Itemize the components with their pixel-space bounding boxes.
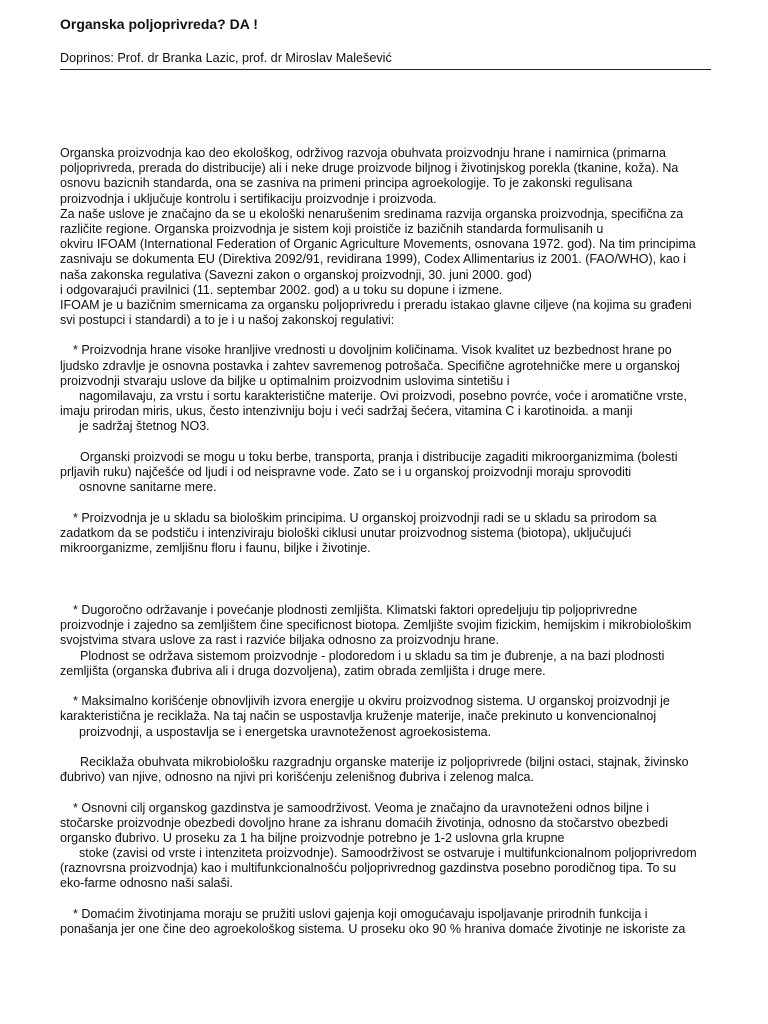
bullet-line: * Proizvodnja je u skladu sa biološkim principima. U organskoj proizvodnji radi se u skladu sa prirodom sa: [73, 510, 657, 525]
body-line: osnovne sanitarne mere.: [79, 480, 217, 495]
body-line: različite regione. Organska proizvodnja je sistem koji proističe iz bazičnih standarda formulisanih u: [60, 221, 604, 236]
body-line: ponašanja jer one čine deo agroekološkog sistema. U proseku oko 90 % hraniva domaće životinje ne iskoriste za: [60, 922, 686, 936]
body-line: proizvodnje i zajedno sa zemljištem čine specificnost biotopa. Zemljište svojim fizickim, hemijskim i mikrobiološkim: [60, 618, 692, 633]
body-line: poljoprivreda, prerada do distribucije) ali i neke druge proizvode biljnog i životinjskog porekla (tkanine, koža). Na: [60, 161, 679, 176]
body-line: karakteristična je reciklaža. Na taj način se uspostavlja kruženje materije, inače prekinuto u konvencionalnoj: [60, 709, 657, 724]
header-divider: [60, 69, 711, 70]
body-line: IFOAM je u bazičnim smernicama za organsku poljoprivredu i preradu istakao glavne ciljeve (na kojima su građeni: [60, 297, 692, 312]
contributors-line: Doprinos: Prof. dr Branka Lazic, prof. dr Miroslav Malešević: [60, 51, 392, 65]
body-line: proizvodnji, a uspostavlja se i energetska uravnoteženost agroekosistema.: [79, 724, 492, 739]
body-line: naša zakonska regulativa (Savezni zakon o organskoj proizvodnji, 30. juni 2000. god): [60, 267, 532, 282]
bullet-line: * Maksimalno korišćenje obnovljivih izvora energije u okviru proizvodnog sistema. U organskoj proizvodnji je: [73, 694, 670, 709]
body-line: proizvodnji stvaraju uslove da biljke u optimalnim proizvodnim uslovima sintetišu i: [60, 373, 510, 388]
body-line: imaju prirodan miris, ukus, često intenzivniju boju i veći sadržaj šećera, vitamina C i karotinoida. a manji: [60, 404, 633, 419]
body-line: Reciklaža obuhvata mikrobiološku razgradnju organske materije iz poljoprivrede (biljni ostaci, stajnak, živinsko: [80, 754, 689, 769]
body-line: zasnivaju se dokumenta EU (Direktiva 2092/91, revidirana 1999), Codex Allimentarius iz 2001. (FAO/WHO), kao i: [60, 252, 686, 267]
body-line: (raznovrsna proizvodnja) kao i multifunkcionalnošću poljoprivrednog gazdinstva posebno porodičnog tipa. To su: [60, 861, 677, 876]
document-title: Organska poljoprivreda? DA !: [60, 16, 258, 32]
body-line: Organski proizvodi se mogu u toku berbe, transporta, pranja i distribucije zagaditi mikroorganizmima (bolesti: [80, 449, 678, 464]
bullet-line: * Domaćim životinjama moraju se pružiti uslovi gajenja koji omogućavaju ispoljavanje prirodnih funkcija i: [73, 906, 648, 921]
body-line: đubrivo) van njive, odnosno na njivi pri korišćenju zelenišnog đubriva i zelenog malca.: [60, 770, 534, 785]
body-line: mikroorganizme, zemljišnu floru i faunu, biljke i životinje.: [60, 540, 371, 555]
body-line: nagomilavaju, za vrstu i sortu karakteristične materije. Ovi proizvodi, posebno povrće, voće i aromatične vrste,: [79, 389, 687, 403]
body-line: i odgovarajući pravilnici (11. septembar 2002. god) a u toku su dopune i izmene.: [60, 282, 503, 297]
body-line: eko-farme odnosno naši salaši.: [60, 876, 234, 891]
body-line: okviru IFOAM (International Federation of Organic Agriculture Movements, osnovana 1972. god). Na tim principima: [60, 237, 696, 252]
bullet-line: * Osnovni cilj organskog gazdinstva je samoodrživost. Veoma je značajno da uravnoteženi odnos biljne i: [73, 800, 650, 815]
body-line: organsko đubrivo. U proseku za 1 ha biljne proizvodnje potrebno je 1-2 uslovna grla krupne: [60, 830, 565, 845]
body-line: svojstvima stvara uslove za rast i razviće biljaka odnosno za proizvodnju hrane.: [60, 633, 500, 648]
body-line: je sadržaj štetnog NO3.: [79, 419, 210, 434]
body-line: ljudsko zdravlje je osnovna postavka i zahtev savremenog potrošača. Specifične agrotehničke mere u organskoj: [60, 358, 680, 373]
body-line: Plodnost se održava sistemom proizvodnje - plodoredom i u skladu sa tim je đubrenje, a na bazi plodnosti: [80, 648, 665, 663]
body-line: stoke (zavisi od vrste i intenziteta proizvodnje). Samoodrživost se ostvaruje i multifunkcionalnom poljoprivredom: [79, 846, 697, 861]
body-line: svi postupci i standardi) a to je i u našoj zakonskoj regulativi:: [60, 313, 395, 328]
body-line: Organska proizvodnja kao deo ekološkog, održivog razvoja obuhvata proizvodnju hrane i namirnica (primarna: [60, 146, 666, 160]
bullet-line: * Proizvodnja hrane visoke hranljive vrednosti u dovoljnim količinama. Visok kvalitet uz bezbednost hrane po: [73, 343, 672, 358]
bullet-line: * Dugoročno održavanje i povećanje plodnosti zemljišta. Klimatski faktori opredeljuju tip poljoprivredne: [73, 603, 638, 618]
body-line: osnovu bazicnih standarda, ona se zasniva na primeni principa agroekologije. To je zakonski regulisana: [60, 176, 633, 191]
body-line: prljavih ruku) najčešće od ljudi i od neispravne vode. Zato se i u organskoj proizvodnji moraju sprovoditi: [60, 464, 632, 479]
body-line: stočarske proizvodnje obezbedi dovoljno hrane za ishranu domaćih životinja, odnosno da stočarstvo obezbedi: [60, 815, 669, 830]
body-line: zadatkom da se podstiču i intenziviraju biološki ciklusi unutar proizvodnog sistema (biotopa), uključujući: [60, 525, 632, 540]
document-body: [60, 146, 720, 937]
body-line: Za naše uslove je značajno da se u ekološki nenarušenim sredinama razvija organska proizvodnja, specifična za: [60, 206, 684, 221]
body-line: zemljišta (organska đubriva ali i druga dozvoljena), zatim obrada zemljišta i druge mere.: [60, 663, 546, 678]
body-line: proizvodnja i uključuje kontrolu i sertifikaciju proizvodnje i proizvoda.: [60, 191, 437, 206]
